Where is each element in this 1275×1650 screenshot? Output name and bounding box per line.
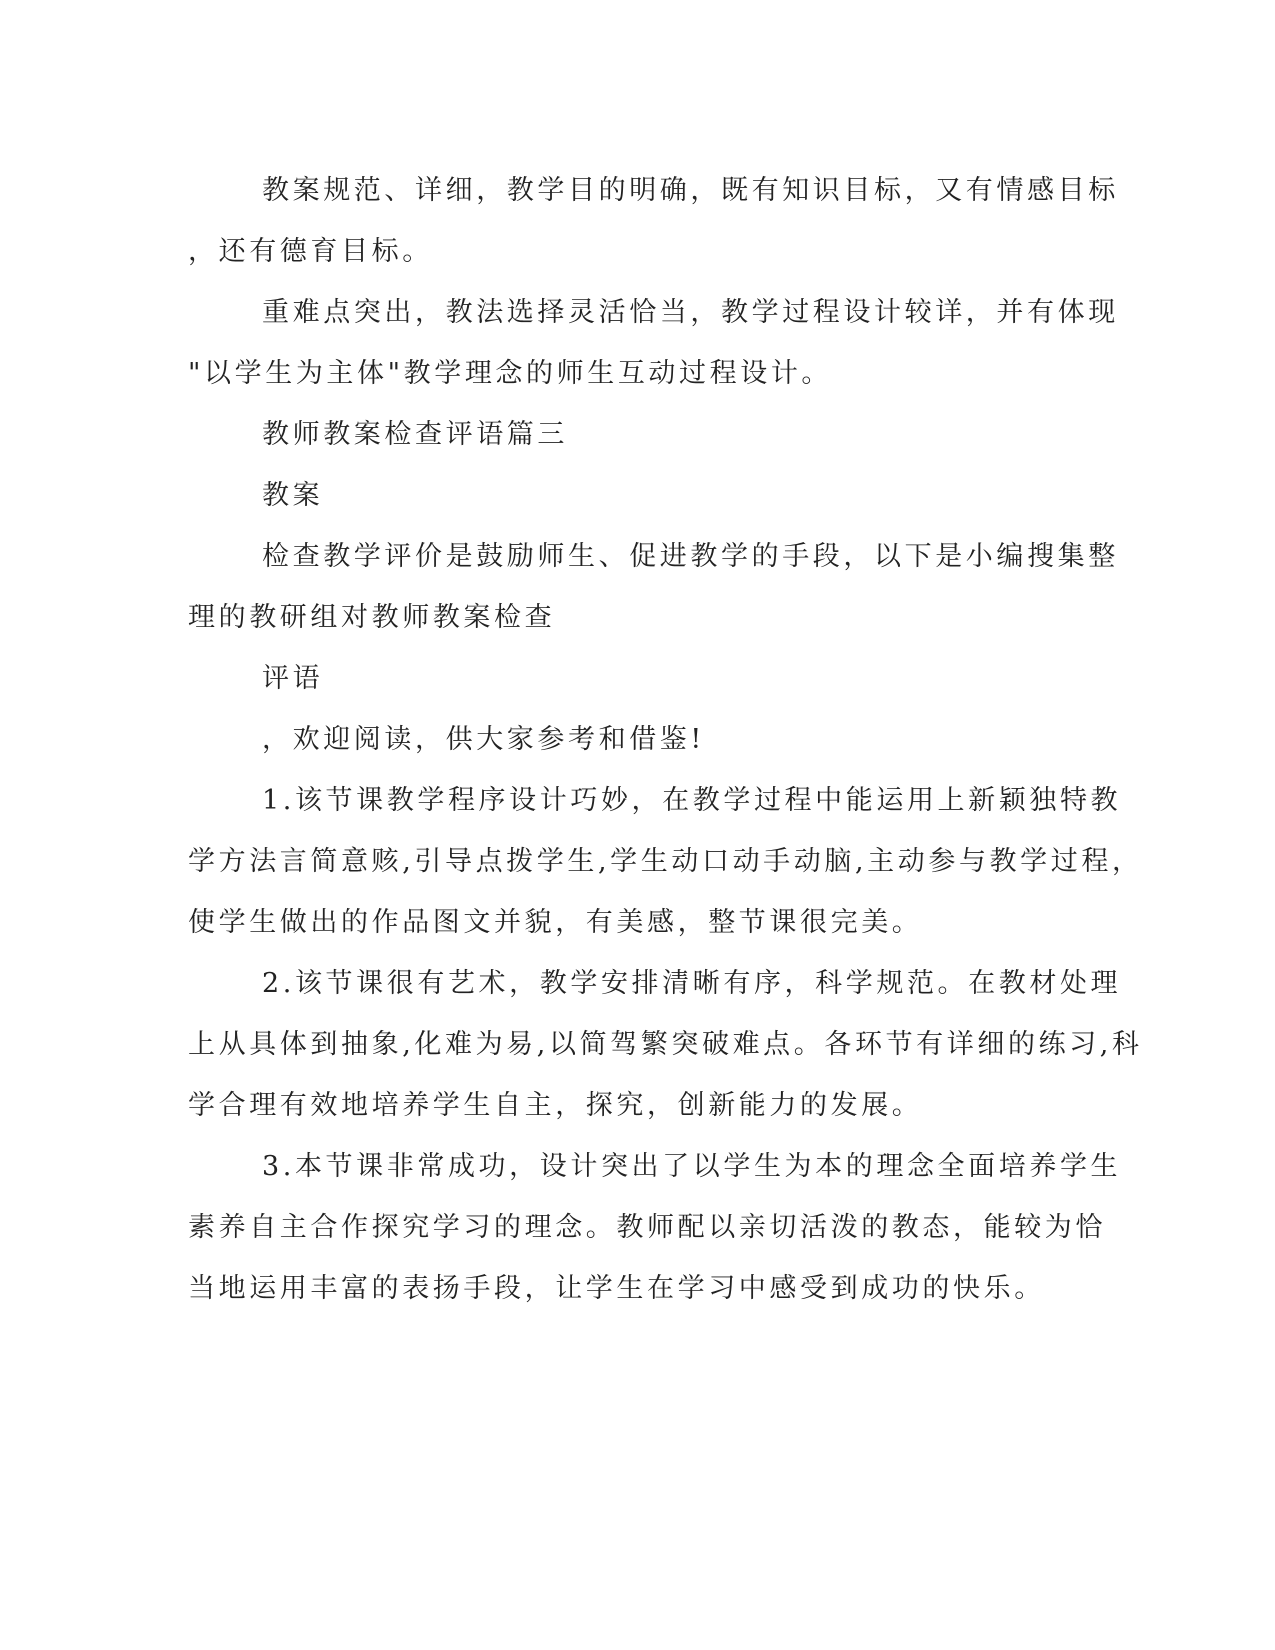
text-line: 当地运用丰富的表扬手段，让学生在学习中感受到成功的快乐。 — [188, 1273, 1045, 1304]
text-line: 使学生做出的作品图文并貌，有美感，整节课很完美。 — [188, 907, 923, 938]
text-line: 检查教学评价是鼓励师生、促进教学的手段，以下是小编搜集整 — [262, 541, 1119, 572]
text-line: 2.该节课很有艺术，教学安排清晰有序，科学规范。在教材处理 — [262, 968, 1122, 999]
text-line: 教案 — [262, 480, 324, 511]
section-heading: 教师教案检查评语篇三 — [262, 419, 568, 450]
text-line: 评语 — [262, 663, 324, 694]
document-body — [188, 160, 1143, 1319]
text-line: 1.该节课教学程序设计巧妙，在教学过程中能运用上新颖独特教 — [262, 785, 1122, 816]
text-line: ，欢迎阅读，供大家参考和借鉴! — [262, 724, 705, 755]
text-line: "以学生为主体"教学理念的师生互动过程设计。 — [188, 358, 833, 389]
text-line: 教案规范、详细，教学目的明确，既有知识目标，又有情感目标 — [262, 175, 1119, 206]
text-line: ，还有德育目标。 — [188, 236, 433, 267]
text-line: 学方法言简意赅,引导点拨学生,学生动口动手动脑,主动参与教学过程， — [188, 846, 1143, 877]
text-line: 3.本节课非常成功，设计突出了以学生为本的理念全面培养学生 — [262, 1151, 1122, 1182]
text-line: 学合理有效地培养学生自主，探究，创新能力的发展。 — [188, 1090, 923, 1121]
text-line: 素养自主合作探究学习的理念。教师配以亲切活泼的教态，能较为恰 — [188, 1212, 1106, 1243]
text-line: 上从具体到抽象,化难为易,以简驾繁突破难点。各环节有详细的练习,科 — [188, 1029, 1143, 1060]
text-line: 重难点突出，教法选择灵活恰当，教学过程设计较详，并有体现 — [262, 297, 1119, 328]
text-line: 理的教研组对教师教案检查 — [188, 602, 556, 633]
